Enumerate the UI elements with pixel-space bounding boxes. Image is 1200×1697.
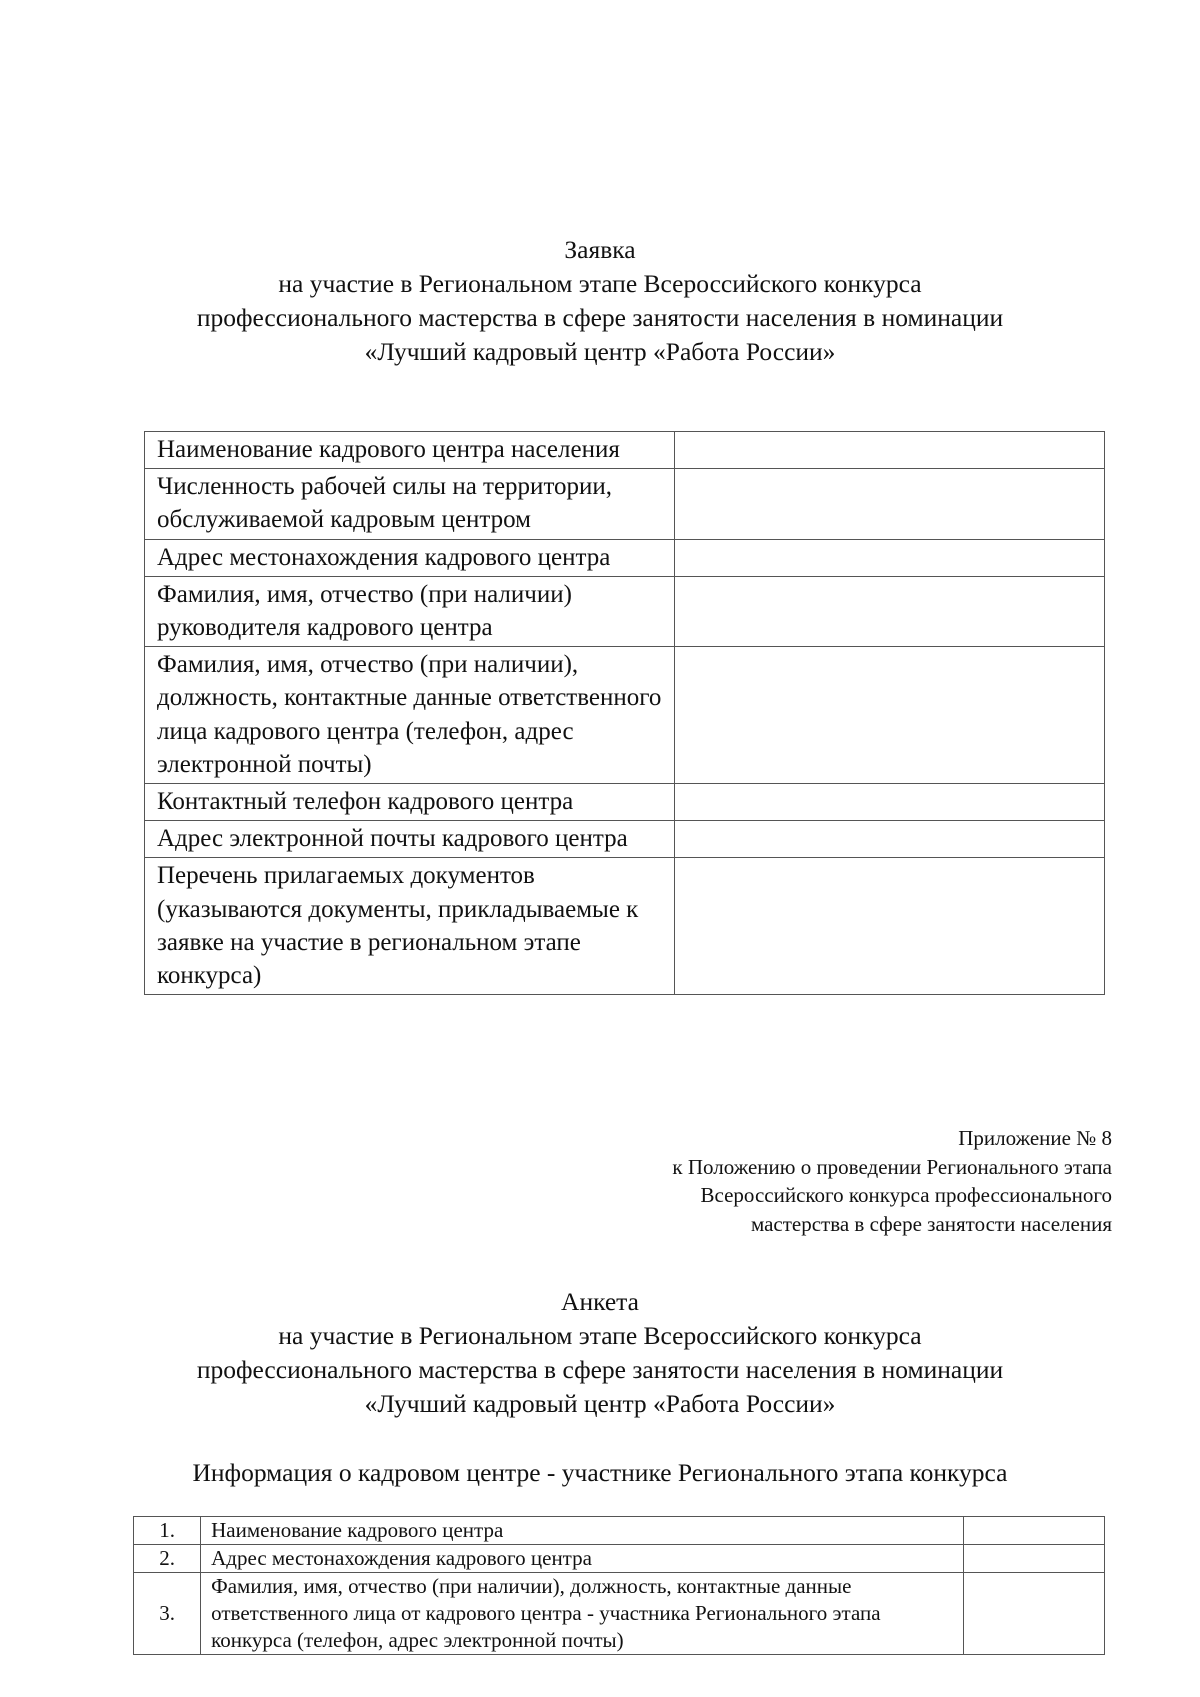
table-row	[145, 576, 1105, 646]
table-row	[145, 647, 1105, 784]
field-value-address[interactable]	[963, 1545, 1104, 1573]
field-value-responsible-person[interactable]	[963, 1573, 1104, 1655]
field-label-center-name: Наименование кадрового центра	[201, 1517, 964, 1545]
field-value-director-name[interactable]	[675, 576, 1105, 646]
row-number: 3.	[134, 1573, 201, 1655]
field-value-workforce-size[interactable]	[675, 469, 1105, 539]
field-value-responsible-person[interactable]	[675, 647, 1105, 784]
row-number: 1.	[134, 1517, 201, 1545]
field-value-phone[interactable]	[675, 784, 1105, 821]
application-title-line: на участие в Региональном этапе Всероссийского конкурса	[278, 269, 922, 298]
row-number: 2.	[134, 1545, 201, 1573]
field-label-email: Адрес электронной почты кадрового центра	[145, 821, 675, 858]
field-value-email[interactable]	[675, 821, 1105, 858]
field-value-center-name[interactable]	[675, 432, 1105, 469]
table-row	[145, 432, 1105, 469]
field-label-phone: Контактный телефон кадрового центра	[145, 784, 675, 821]
appendix-line: к Положению о проведении Регионального этапа	[672, 1154, 1112, 1179]
field-value-attached-documents[interactable]	[675, 858, 1105, 995]
questionnaire-table	[133, 1516, 1105, 1655]
table-row	[134, 1517, 1105, 1545]
field-value-center-name[interactable]	[963, 1517, 1104, 1545]
questionnaire-title-line: на участие в Региональном этапе Всероссийского конкурса	[278, 1321, 922, 1350]
appendix-line: Всероссийского конкурса профессионального	[700, 1183, 1112, 1207]
questionnaire-title	[140, 1285, 1060, 1421]
field-label-center-name: Наименование кадрового центра населения	[145, 432, 675, 469]
questionnaire-title-line: Анкета	[561, 1287, 639, 1316]
field-label-attached-documents: Перечень прилагаемых документов (указываются документы, прикладываемые к заявке на участие в региональном этапе конкурса)	[145, 858, 675, 995]
table-row	[145, 821, 1105, 858]
table-row	[145, 784, 1105, 821]
application-title-line: «Лучший кадровый центр «Работа России»	[364, 337, 836, 366]
table-row	[134, 1545, 1105, 1573]
field-label-director-name: Фамилия, имя, отчество (при наличии) руководителя кадрового центра	[145, 576, 675, 646]
field-label-address: Адрес местонахождения кадрового центра	[201, 1545, 964, 1573]
application-title	[140, 233, 1060, 369]
section-heading: Информация о кадровом центре - участнике Регионального этапа конкурса	[192, 1458, 1008, 1487]
questionnaire-title-line: «Лучший кадровый центр «Работа России»	[364, 1389, 836, 1418]
application-title-line: профессионального мастерства в сфере занятости населения в номинации	[196, 303, 1004, 332]
field-label-responsible-person: Фамилия, имя, отчество (при наличии), должность, контактные данные ответственного лица от кадрового центра - участника Регионального этапа конкурса (телефон, адрес электронной почты)	[201, 1573, 964, 1655]
appendix-line: Приложение № 8	[958, 1126, 1112, 1150]
table-row	[134, 1573, 1105, 1655]
field-label-workforce-size: Численность рабочей силы на территории, обслуживаемой кадровым центром	[145, 469, 675, 539]
field-label-address: Адрес местонахождения кадрового центра	[145, 539, 675, 576]
table-row	[145, 469, 1105, 539]
application-form-table	[144, 431, 1105, 995]
appendix-line: мастерства в сфере занятости населения	[750, 1211, 1112, 1236]
table-row	[145, 858, 1105, 995]
application-title-line: Заявка	[564, 235, 636, 264]
questionnaire-title-line: профессионального мастерства в сфере занятости населения в номинации	[196, 1355, 1004, 1384]
field-label-responsible-person: Фамилия, имя, отчество (при наличии), должность, контактные данные ответственного лица кадрового центра (телефон, адрес электронной почты)	[145, 647, 675, 784]
field-value-address[interactable]	[675, 539, 1105, 576]
appendix-note	[672, 1124, 1112, 1238]
table-row	[145, 539, 1105, 576]
